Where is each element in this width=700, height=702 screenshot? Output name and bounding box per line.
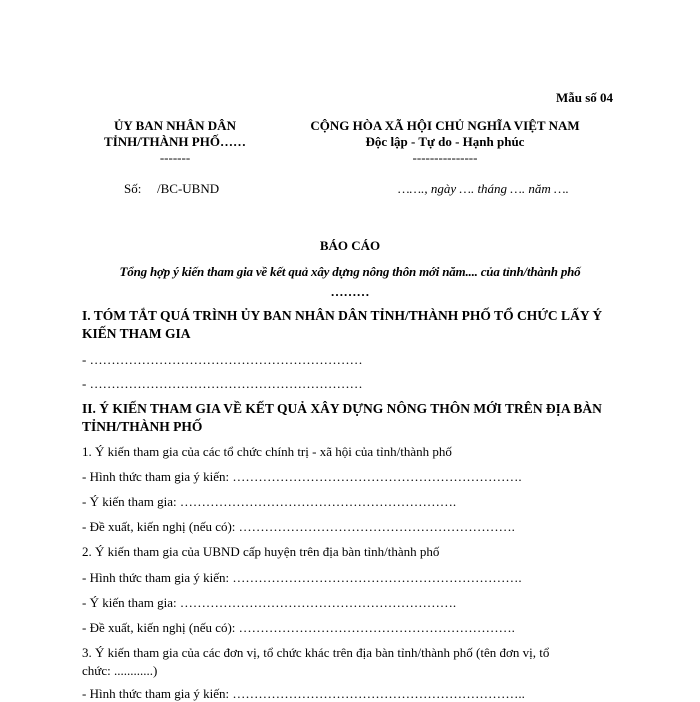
- item1-proposal-line: - Đề xuất, kiến nghị (nếu có): ……………………………………………………….: [82, 519, 515, 534]
- item3-form-line: - Hình thức tham gia ý kiến: …………………………………………………………..: [82, 686, 525, 701]
- section1-bullet: - ………………………………………………………: [82, 352, 363, 367]
- item1-opinion-line: - Ý kiến tham gia: ……………………………………………………….: [82, 494, 457, 509]
- doc-number-label: Số:: [124, 181, 142, 196]
- section1-heading-line1: I. TÓM TẮT QUÁ TRÌNH ỦY BAN NHÂN DÂN TỈNH/THÀNH PHỐ TỔ CHỨC LẤY Ý: [82, 308, 603, 323]
- report-subtitle-line2: ………: [330, 284, 370, 299]
- date-line: ……., ngày …. tháng …. năm ….: [398, 181, 569, 196]
- form-number: Mẫu số 04: [556, 90, 614, 105]
- national-motto: Độc lập - Tự do - Hạnh phúc: [365, 134, 525, 149]
- section2-heading-line2: TỈNH/THÀNH PHỐ: [82, 419, 203, 434]
- org-name-line2: TỈNH/THÀNH PHỐ……: [104, 134, 246, 149]
- item2-opinion-line: - Ý kiến tham gia: ……………………………………………………….: [82, 595, 457, 610]
- item2-proposal-line: - Đề xuất, kiến nghị (nếu có): ……………………………………………………….: [82, 620, 515, 635]
- item2-title: 2. Ý kiến tham gia của UBND cấp huyện trên địa bàn tỉnh/thành phố: [82, 544, 440, 559]
- section1-bullet: - ………………………………………………………: [82, 376, 363, 391]
- section2-heading-line1: II. Ý KIẾN THAM GIA VỀ KẾT QUẢ XÂY DỰNG NÔNG THÔN MỚI TRÊN ĐỊA BÀN: [82, 401, 602, 416]
- nation-title: CỘNG HÒA XÃ HỘI CHỦ NGHĨA VIỆT NAM: [310, 118, 580, 133]
- item2-form-line: - Hình thức tham gia ý kiến: ………………………………………………………….: [82, 570, 522, 585]
- doc-number-value: /BC-UBND: [157, 181, 220, 196]
- left-header-rule: -------: [159, 150, 191, 165]
- item1-title: 1. Ý kiến tham gia của các tổ chức chính trị - xã hội của tỉnh/thành phố: [82, 444, 452, 459]
- item3-title-line1: 3. Ý kiến tham gia của các đơn vị, tổ chức khác trên địa bàn tỉnh/thành phố (tên đơn vị, tổ: [82, 645, 550, 660]
- org-name-line1: ỦY BAN NHÂN DÂN: [114, 118, 236, 133]
- right-header-rule: ---------------: [412, 150, 478, 165]
- item1-form-line: - Hình thức tham gia ý kiến: ………………………………………………………….: [82, 469, 522, 484]
- item3-title-line2: chức: ............): [82, 663, 158, 678]
- report-subtitle-line1: Tổng hợp ý kiến tham gia về kết quả xây dựng nông thôn mới năm.... của tỉnh/thành phố: [119, 264, 581, 279]
- report-title: BÁO CÁO: [319, 238, 381, 253]
- section1-heading-line2: KIẾN THAM GIA: [82, 326, 191, 341]
